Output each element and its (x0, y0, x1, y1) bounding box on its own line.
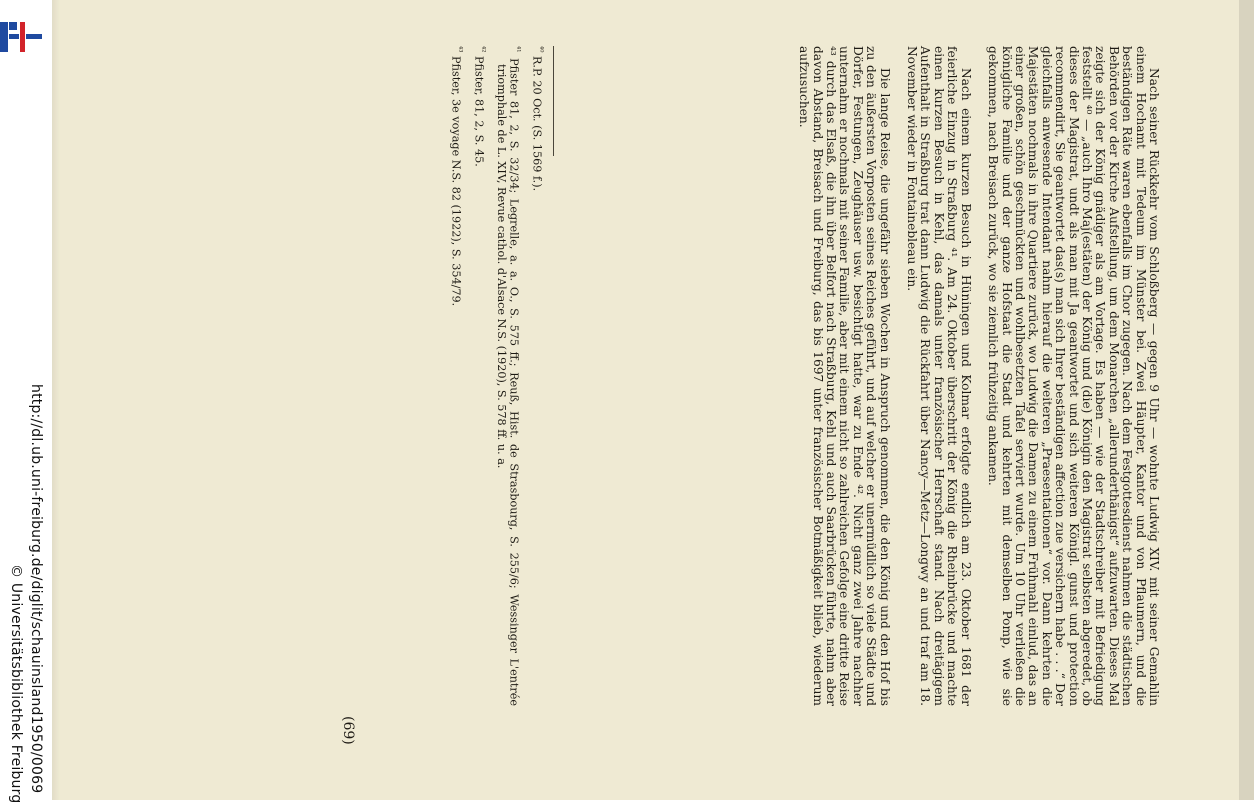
footnote: $^{^{43}}$ Pfister, 3e voyage N.S. 82 (1922), S. 354/79. (449, 46, 464, 307)
footnote: $^{^{41}}$ Pfister 81, 2, S. 32/34; Legrelle, a. a. O., S. 575 ff.; Reuß, Hist. de Strasbourg, S. 255/6; Wessinger L'entrée triomphale de L. XIV, Revue cathol. d'Alsace N.S. (1920), S. 578 ff. u. a. (494, 46, 523, 706)
body-text (797, 46, 1160, 706)
page-shadow (52, 0, 60, 800)
paragraph: Nach seiner Rückkehr vom Schloßberg — gegen 9 Uhr — wohnte Ludwig XIV. mit seiner Gemahlin einem Hochamt mit Tedeum im Münster bei. Zwei Häupter, Kantor und von Pflaumern, und die beständigen Räte waren ebenfalls im Chor zugegen. Nach dem Festgottesdienst nahmen die städtischen Behörden vor der Kirche Aufstellung, um dem Monarchen „allerunderthänigst“ aufzuwarten. Dieses Mal zeigte sich der König gnädiger als am Vortage. Es haben — wie der Stadtschreiber mit Befriedigung feststellt ⁴⁰ — „auch Ihro Maj(estäten) der König und (die) Königin den Magistrat selbsten abgeredet, ob dieses der Magistrat, undt als man mit Ja geantwortet und sich weiteren Königl. gunst und protection recommendirt, Sie geantwortet das(s) man sich Ihrer beständigen affection zue versichern habe . . .“ Der gleichfalls anwesende Intendant nahm hierauf die weiteren „Praesentationen“ vor. Dann kehrten die Majestäten nochmals in ihre Quartiere zurück, wo Ludwig die Damen zu einem Frühmahl einlud, das an einer großen, schön geschmückten und wohlbesetzten Tafel serviert wurde. Um 10 Uhr verließen die königliche Familie und der ganze Hofstaat die Stadt und kehrten mit demselben Pomp, wie sie gekommen, nach Breisach zurück, wo sie ziemlich frühzeitig ankamen. (986, 46, 1161, 706)
library-logo-icon (0, 20, 44, 54)
page-edge (1239, 0, 1254, 800)
footnote: $^{^{42}}$ Pfister, 81, 2, S. 45. (471, 46, 487, 167)
document-url-link[interactable]: http://dl.ub.uni-freiburg.de/diglit/schauinsland1950/0069 (28, 384, 44, 794)
paragraph: Nach einem kurzen Besuch in Hüningen und Kolmar erfolgte endlich am 23. Oktober 1681 der feierliche Einzug in Straßburg ⁴¹. Am 24. Oktober überschritt der König die Rheinbrücke und machte einen kurzen Besuch in Kehl, das damals unter französischer Herrschaft stand. Nach dreitägigem Aufenthalt in Straßburg trat dann Ludwig die Rückfahrt über Nancy—Metz—Longwy an und traf am 18. November wieder in Fontainebleau ein. (905, 46, 973, 706)
footnotes (443, 46, 554, 706)
paragraph: Die lange Reise, die ungefähr sieben Wochen in Anspruch genommen, die den König und den Hof bis zu den äußersten Vorposten seines Reiches geführt, und auf welcher er unermüdlich so viele Städte und Dörfer, Festungen, Zeughäuser usw. besichtigt hatte, war zu Ende ⁴². Nicht ganz zwei Jahre nachher unternahm er nochmals mit seiner Familie, aber mit einem nicht so zahlreichen Gefolge eine dritte Reise ⁴³ durch das Elsaß, die ihn über Belfort nach Straßburg, Kehl und auch Saarbrücken führte, nahm aber davon Abstand, Breisach und Freiburg, das bis 1697 unter französischer Botmäßigkeit blieb, wiederum aufzusuchen. (797, 46, 892, 706)
footnote-divider (553, 46, 554, 156)
page-number: (69) (340, 716, 356, 745)
rotated-page-content (150, 46, 1161, 745)
copyright-notice: © Universitätsbibliothek Freiburg (8, 564, 24, 803)
sidebar (0, 0, 52, 803)
footnote: $^{^{40}}$ R.P. 20 Oct. (S. 1569 f.). (530, 46, 545, 192)
